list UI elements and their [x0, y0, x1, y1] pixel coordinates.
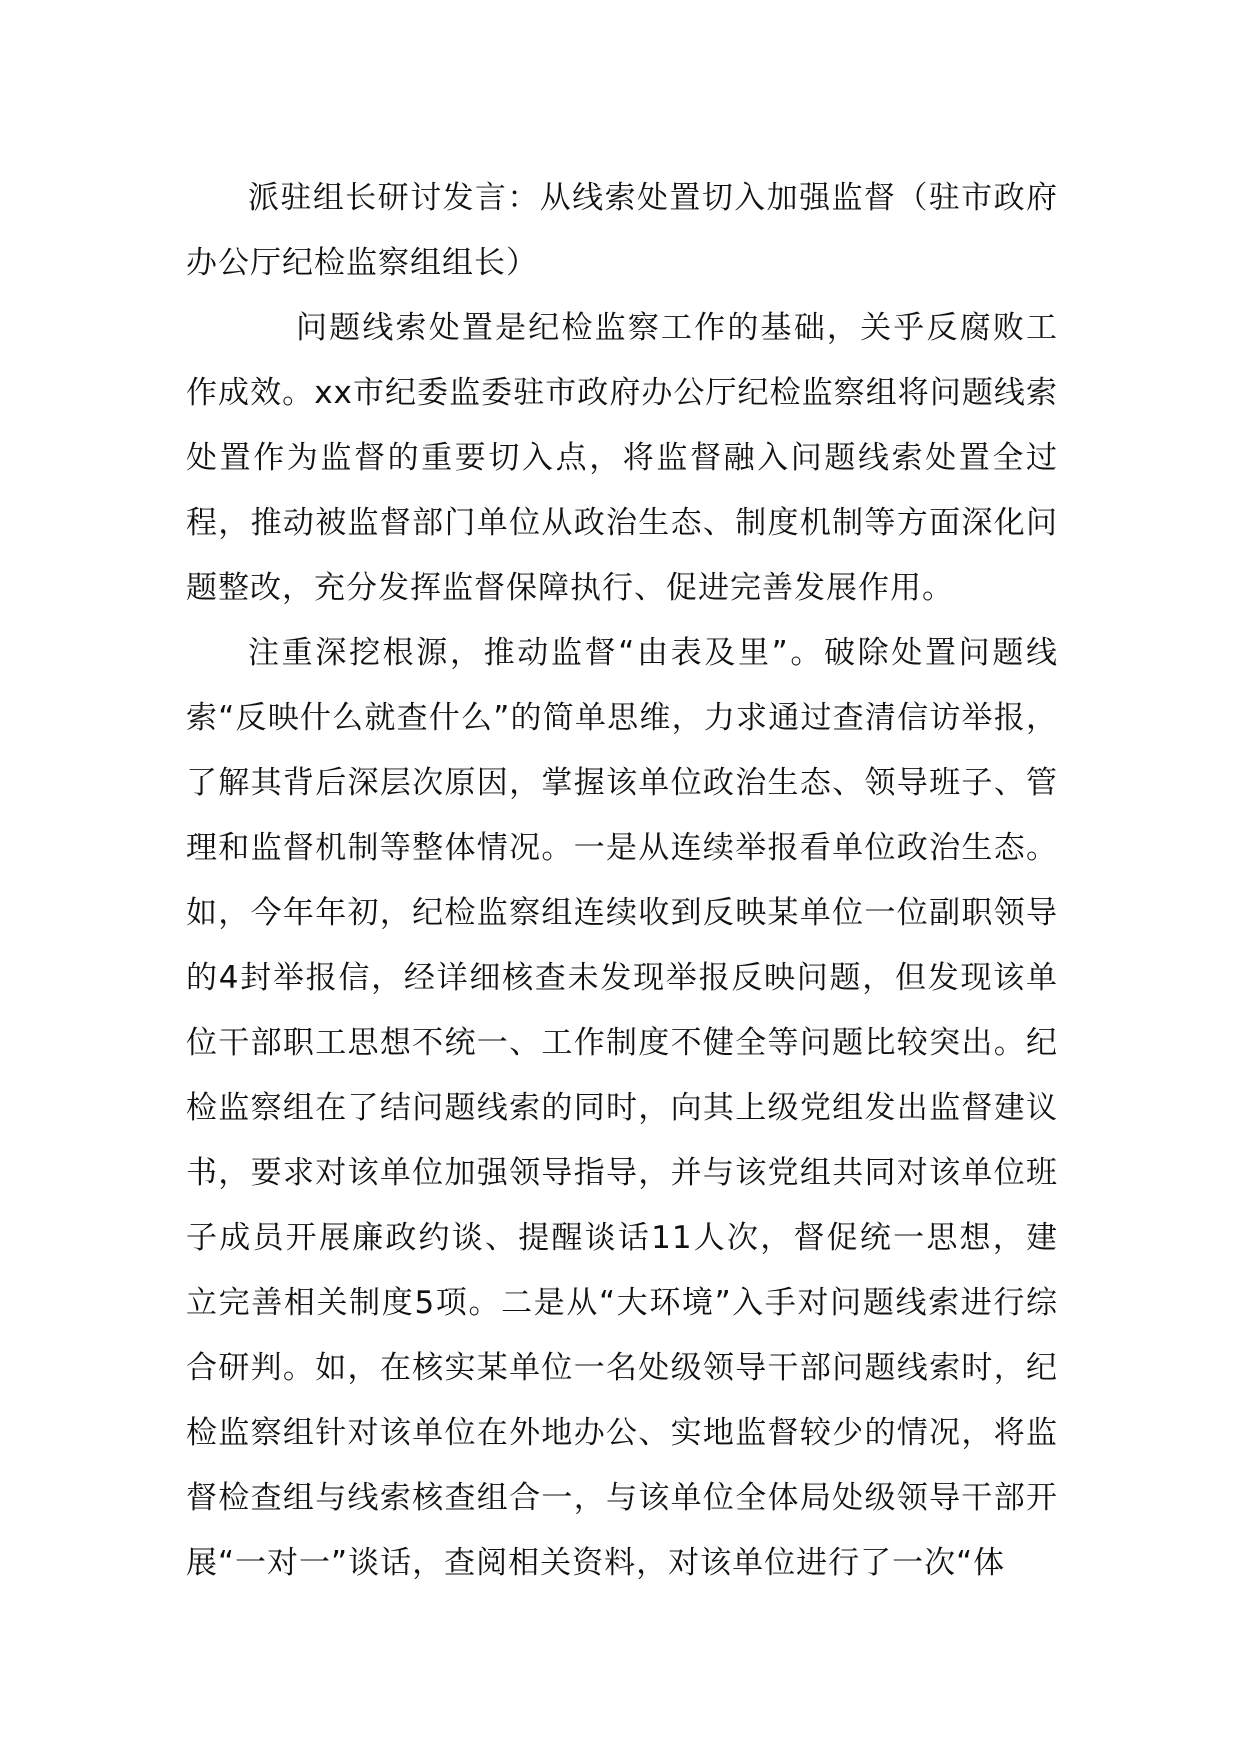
body-paragraph-1: 问题线索处置是纪检监察工作的基础，关乎反腐败工作成效。xx市纪委监委驻市政府办公厅纪检监察组将问题线索处置作为监督的重要切入点，将监督融入问题线索处置全过程，推动被监督部门单位从政治生态、制度机制等方面深化问题整改，充分发挥监督保障执行、促进完善发展作用。 [186, 310, 1058, 606]
document-content [186, 166, 1058, 1596]
document-title: 派驻组长研讨发言：从线索处置切入加强监督（驻市政府办公厅纪检监察组组长） [186, 180, 1058, 281]
body-paragraph-2: 注重深挖根源，推动监督“由表及里”。破除处置问题线索“反映什么就查什么”的简单思维，力求通过查清信访举报，了解其背后深层次原因，掌握该单位政治生态、领导班子、管理和监督机制等整体情况。一是从连续举报看单位政治生态。如，今年年初，纪检监察组连续收到反映某单位一位副职领导的4封举报信，经详细核查未发现举报反映问题，但发现该单位干部职工思想不统一、工作制度不健全等问题比较突出。纪检监察组在了结问题线索的同时，向其上级党组发出监督建议书，要求对该单位加强领导指导，并与该党组共同对该单位班子成员开展廉政约谈、提醒谈话11人次，督促统一思想，建立完善相关制度5项。二是从“大环境”入手对问题线索进行综合研判。如，在核实某单位一名处级领导干部问题线索时，纪检监察组针对该单位在外地办公、实地监督较少的情况，将监督检查组与线索核查组合一，与该单位全体局处级领导干部开展“一对一”谈话，查阅相关资料，对该单位进行了一次“体 [186, 635, 1058, 1581]
